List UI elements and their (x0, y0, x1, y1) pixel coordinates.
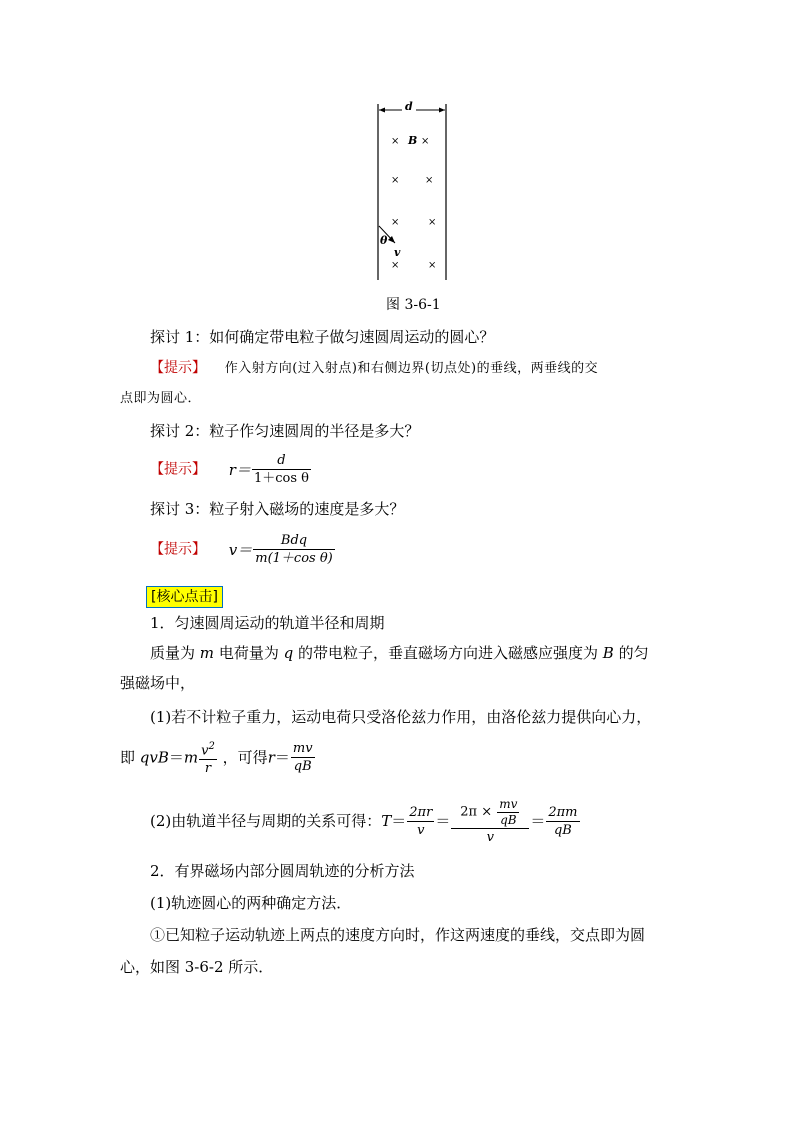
figure-caption: 图 3-6-1 (386, 297, 441, 313)
text: 电荷量为 (218, 644, 279, 662)
inner-num: mv (499, 796, 518, 811)
hint-label: 【提示】 (150, 461, 206, 478)
discussion-3-answer (150, 532, 336, 567)
fraction-num: 2πr (409, 804, 433, 820)
var-q: q (283, 644, 294, 662)
var-B: B (602, 644, 614, 662)
2pim-over-qB (546, 804, 579, 839)
section-1-paragraph-1 (150, 642, 649, 664)
discussion-2-question: 探讨 2：粒子作匀速圆周的半径是多大？ (150, 422, 420, 440)
label-theta: θ (380, 234, 388, 247)
var-m: m (199, 644, 215, 662)
hint-label: 【提示】 (150, 360, 206, 376)
section-1-paragraph-2: (1)若不计粒子重力，运动电荷只受洛伦兹力作用，由洛伦兹力提供向心力， (150, 708, 652, 726)
field-cross: × (391, 136, 400, 147)
section-2-paragraph-2-cont: 心，如图 3-6-2 所示． (120, 958, 274, 976)
fraction-den: r (199, 759, 217, 777)
section-2-title: 2．有界磁场内部分圆周轨迹的分析方法 (150, 862, 415, 880)
discussion-1-answer-cont: 点即为圆心． (120, 391, 202, 406)
magnetic-field-diagram (370, 100, 455, 285)
discussion-3-question: 探讨 3：粒子射入磁场的速度是多大？ (150, 500, 405, 518)
inner-fraction (497, 797, 519, 828)
fraction-num (451, 797, 529, 828)
hint-label: 【提示】 (150, 541, 206, 558)
discussion-1-question: 探讨 1：如何确定带电粒子做匀速圆周运动的圆心？ (150, 328, 495, 346)
var-T: T (381, 812, 392, 830)
fraction-num: Bdq (280, 533, 308, 548)
field-cross: × (391, 175, 400, 186)
field-cross: × (428, 260, 437, 271)
fraction-den: qB (546, 821, 579, 839)
label-d: d (405, 100, 413, 113)
fraction-num: d (277, 453, 286, 468)
fraction-num: mv (292, 741, 313, 757)
field-cross: × (428, 217, 437, 228)
fraction-den: v (407, 821, 434, 839)
formula-lhs: r＝ (228, 460, 251, 479)
label-B: B (408, 134, 418, 147)
section-1-paragraph-1-cont: 强磁场中， (120, 674, 196, 692)
two-pi-times: 2π × (460, 804, 493, 819)
text: ，可得 (222, 748, 268, 767)
formula-lhs: v＝ (228, 540, 253, 559)
equals: ＝ (530, 812, 546, 830)
field-cross: × (425, 175, 434, 186)
compound-fraction (451, 797, 529, 846)
mv-over-qB (291, 740, 315, 775)
field-cross: × (421, 136, 430, 147)
text: 即 (120, 748, 136, 767)
equals: ＝ (168, 748, 184, 767)
answer-text: 作入射方向(过入射点)和右侧边界(切点处)的垂线，两垂线的交 (224, 361, 599, 376)
figure-3-6-1 (370, 100, 455, 285)
section-2-paragraph-2: ①已知粒子运动轨迹上两点的速度方向时，作这两速度的垂线，交点即为圆 (150, 926, 646, 944)
arrowhead-right (439, 108, 445, 113)
fraction-num: 2πm (548, 804, 578, 820)
var-m: m (183, 748, 199, 767)
2pir-over-v (407, 804, 434, 839)
text: 质量为 (150, 644, 196, 662)
text: 的匀 (618, 644, 649, 662)
field-cross: × (391, 217, 400, 228)
section-2-paragraph-1: (1)轨迹圆心的两种确定方法． (150, 894, 352, 912)
equals: ＝ (274, 748, 290, 767)
formula-qvB: qvB (139, 748, 169, 767)
discussion-1-answer (150, 356, 598, 380)
num-v: v (201, 743, 209, 759)
velocity-fraction (253, 532, 334, 567)
field-cross: × (391, 260, 400, 271)
section-1-paragraph-4 (150, 790, 581, 850)
equals: ＝ (435, 812, 451, 830)
equals: ＝ (391, 812, 407, 830)
var-r: r (267, 748, 275, 767)
section-1-title: 1．匀速圆周运动的轨道半径和周期 (150, 614, 385, 632)
label-v: v (394, 246, 401, 259)
core-points-tag: [核心点击] (146, 586, 223, 608)
fraction-den: 1＋cos θ (253, 471, 309, 486)
discussion-2-answer (150, 452, 312, 487)
radius-fraction (252, 452, 311, 487)
v-squared-over-r (199, 738, 217, 777)
fraction-den: m(1＋cos θ) (255, 551, 333, 566)
superscript: 2 (208, 741, 215, 752)
text: 的带电粒子，垂直磁场方向进入磁感应强度为 (298, 644, 599, 662)
section-1-paragraph-3 (120, 738, 316, 777)
fraction-den: v (451, 828, 529, 846)
fraction-den: qB (291, 757, 315, 775)
inner-den: qB (497, 812, 519, 828)
arrowhead-left (379, 108, 385, 113)
fraction-num (199, 738, 217, 759)
text: (2)由轨道半径与周期的关系可得： (150, 812, 382, 830)
